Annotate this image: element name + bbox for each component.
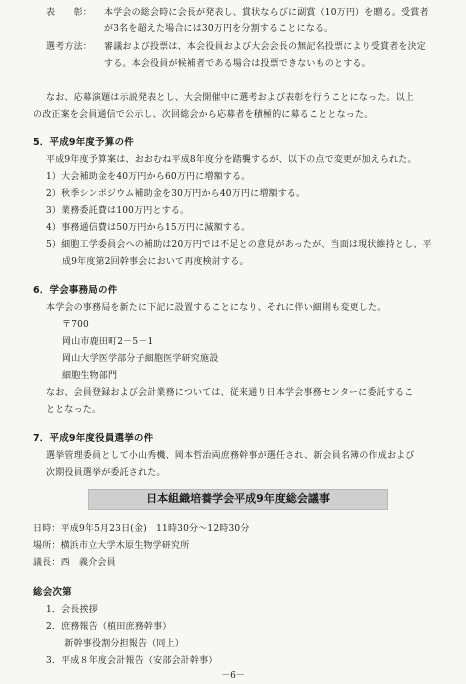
award-note-1: なお、応募演題は示説発表とし、大会開催中に選考および表彰を行うことになった。以上 [46,93,415,103]
budget-item: 5）細胞工学委員会への補助は20万円では不足との意見があったが、当面は現状維持とし、平 [46,240,432,250]
section-5-heading: 5．平成9年度予算の件 [33,137,134,148]
section-6-note-1: なお、会員登録および会計業務については、従来通り日本学会事務センターに委託するこ [46,388,414,398]
budget-item: 3）業務委託費は100万円とする。 [46,206,190,216]
selection-method-text-1: 審議および投票は、本会役員および大会会長の無記名投票により受賞者を決定 [104,42,427,52]
section-6-intro: 本学会の事務局を新たに下記に設置することになり、それに伴い細則も変更した。 [46,303,387,313]
agenda-item: 1．会長挨拶 [46,605,98,615]
selection-method-text-2: する。本会役員が候補者である場合は投票できないものとする。 [104,59,371,69]
budget-item-continuation: 成9年度第2回幹事会において再度検討する。 [62,257,249,267]
minutes-title: 日本組織培養学会平成9年度総会議事 [146,492,330,505]
meeting-date: 日時：平成9年5月23日(金) 11時30分～12時30分 [33,524,250,534]
award-text-1: 本学会の総会時に会長が発表し、賞状ならびに副賞（10万円）を贈る。受賞者 [104,8,429,18]
budget-item: 4）事務通信費は50万円から15万円に減額する。 [46,223,251,233]
meeting-place: 場所：横浜市立大学木原生物学研究所 [33,541,190,551]
selection-method-label: 選考方法： [46,42,93,52]
budget-item: 2）秋季シンポジウム補助金を30万円から40万円に増額する。 [46,189,306,199]
office-address-line: 岡山市鹿田町2－5－1 [62,337,154,347]
minutes-title-banner [88,489,388,510]
section-7-line-1: 選挙管理委員として小山秀機、岡本哲治両庶務幹事が選任され、新会員名簿の作成および [46,451,415,461]
office-address-line: 細胞生物部門 [62,371,118,381]
agenda-item: 3．平成８年度会計報告（安部会計幹事） [46,656,218,666]
award-note-2: の改正案を会員通信で公示し、次回総会から応募者を積極的に募ることとなった。 [33,110,374,120]
page-number: －6－ [221,671,245,681]
section-6-note-2: ととなった。 [46,405,102,415]
award-text-2: が3名を超えた場合には30万円を分割することになる。 [104,24,334,34]
section-7-heading: 7．平成9年度役員選挙の件 [33,433,154,444]
agenda-item: 2．庶務報告（植田庶務幹事） [46,622,172,632]
office-address-line: 岡山大学医学部分子細胞医学研究施設 [62,354,219,364]
award-label: 表 彰： [46,8,93,18]
agenda-item: 新幹事役割分担報告（同上） [46,639,185,649]
section-6-heading: 6．学会事務局の件 [33,285,118,296]
section-7-line-2: 次期役員選挙が委託された。 [46,468,166,478]
meeting-chair: 議長：西 義介会員 [33,558,116,568]
budget-item: 1）大会補助金を40万円から60万円に増額する。 [46,172,251,182]
agenda-heading: 総会次第 [33,587,72,598]
office-address-line: 〒700 [62,320,89,330]
section-5-intro: 平成9年度予算案は、おおむね平成8年度分を踏襲するが、以下の点で変更が加えられた。 [46,155,417,165]
